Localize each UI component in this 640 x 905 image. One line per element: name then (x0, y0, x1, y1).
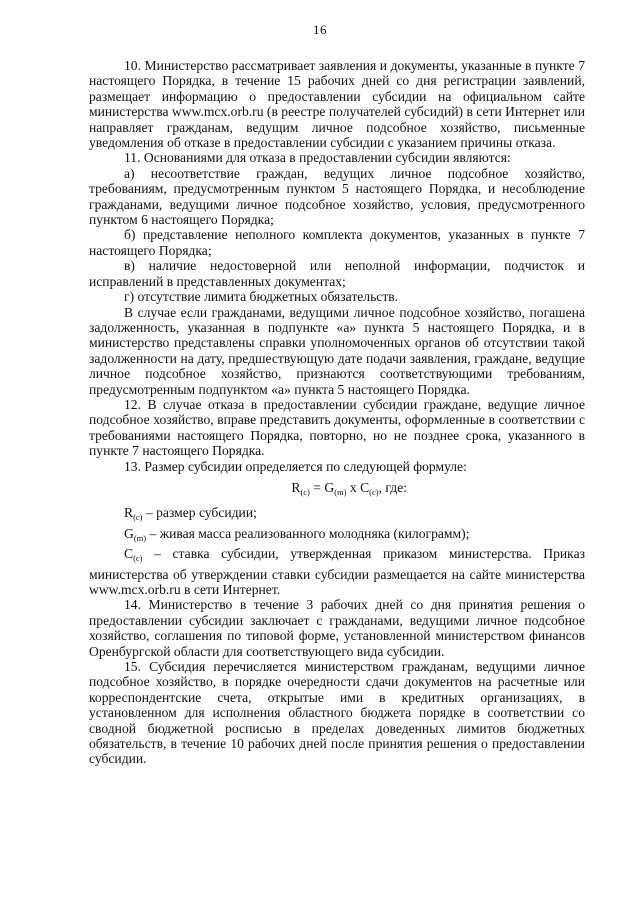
variable-r-text: – размер субсидии; (142, 505, 257, 521)
page-number: 16 (313, 22, 327, 37)
paragraph-11-v: в) наличие недостоверной или неполной информации, подчисток и исправлений в представленных документах; (89, 258, 585, 289)
subsidy-formula (89, 480, 585, 500)
variable-r-symbol: R (124, 505, 134, 521)
formula-r: R (291, 479, 301, 495)
variable-g-sub: (m) (133, 532, 147, 543)
variable-c-text: – ставка субсидии, утвержденная приказом министерства. Приказ министерства об утверждении ставки субсидии размещается на сайте министерства www.mcx.orb.ru в сети Интернет. (89, 546, 585, 597)
formula-r-sub: (c) (300, 486, 310, 497)
variable-g-text: – живая масса реализованного молодняка (килограмм); (146, 525, 470, 541)
variable-g-symbol: G (124, 525, 134, 541)
formula-g-sub: (m) (334, 486, 347, 497)
formula-c: C (360, 479, 370, 495)
variable-r (89, 505, 585, 525)
paragraph-11: 11. Основаниями для отказа в предоставлении субсидии являются: (124, 150, 511, 166)
formula-g: G (324, 479, 335, 495)
paragraph-15: 15. Субсидия перечисляется министерством гражданам, ведущими личное подсобное хозяйство, в порядке очередности сдачи документов на расчетные или корреспондентские счета, открытые ими в кредитных организациях, в установленном для исполнения областного бюджета порядке в соответствии со сводной бюджетной росписью в пределах доведенных лимитов бюджетных обязательств, в течение 10 рабочих дней после принятия решения о предоставлении субсидии. (89, 659, 585, 767)
paragraph-11-a: а) несоответствие граждан, ведущих личное подсобное хозяйство, требованиям, предусмотренным пунктом 5 настоящего Порядка, и несоблюдение гражданами, ведущими личное подсобное хозяйство, условия, предусмотренного пунктом 6 настоящего Порядка; (89, 165, 585, 228)
formula-tail: , где: (378, 479, 407, 495)
variable-r-sub: (c) (133, 512, 143, 523)
paragraph-11-b: б) представление неполного комплекта документов, указанных в пункте 7 настоящего Порядка; (89, 227, 585, 258)
formula-c-sub: (c) (369, 486, 379, 497)
variable-c-symbol: C (124, 546, 134, 562)
formula-x: х (346, 479, 361, 495)
formula-variables (89, 505, 585, 597)
paragraph-11-g: г) отсутствие лимита бюджетных обязательств. (124, 289, 399, 305)
paragraph-12: 12. В случае отказа в предоставлении субсидии граждане, ведущие личное подсобное хозяйство, вправе представить документы, оформленные в соответствии с требованиями настоящего Порядка, повторно, но не позднее срока, указанного в пункте 7 настоящего Порядка. (89, 396, 585, 459)
variable-g (89, 526, 585, 546)
paragraph-10: 10. Министерство рассматривает заявления и документы, указанные в пункте 7 настоящего Порядка, в течение 15 рабочих дней со дня регистрации заявлений, размещает информацию о предоставлении субсидии на официальном сайте министерства www.mcx.orb.ru (в реестре получателей субсидий) в сети Интернет или направляет гражданам, ведущим личное подсобное хозяйство, письменные уведомления об отказе в предоставлении субсидии с указанием причины отказа. (89, 58, 585, 151)
formula-eq: = (309, 479, 325, 495)
variable-c (89, 546, 585, 597)
document-body (89, 58, 585, 767)
paragraph-14: 14. Министерство в течение 3 рабочих дней со дня принятия решения о предоставлении субсидии заключает с гражданами, ведущими личное подсобное хозяйство, соглашения по типовой форме, установленной министерством финансов Оренбургской области для соответствующего вида субсидии. (89, 597, 585, 659)
variable-c-sub: (c) (133, 553, 143, 564)
paragraph-11-case: В случае если гражданами, ведущими личное подсобное хозяйство, погашена задолженность, указанная в подпункте «а» пункта 5 настоящего Порядка, и в министерство представлены справки уполномоченных органов об отсутствии такой задолженности на дату, предшествующую дате подачи заявления, граждане, ведущие личное подсобное хозяйство, признаются соответствующими требованиям, предусмотренным подпунктом «а» пункта 5 настоящего Порядка. (89, 304, 585, 397)
paragraph-13: 13. Размер субсидии определяется по следующей формуле: (124, 458, 467, 474)
